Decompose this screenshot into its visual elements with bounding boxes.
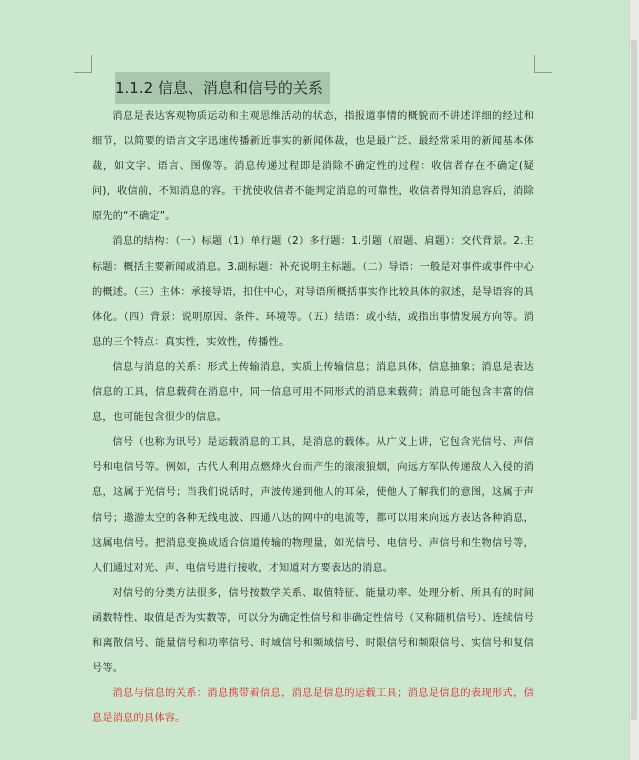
paragraph-message-structure[interactable]: 消息的结构：（一）标题（1）单行题（2）多行题：1.引题（眉题、肩题）：交代背景。2.主标题：概括主要新闻或消息。3.副标题：补充说明主标题。（二）导语：一般是对事件或事件中心的概述。（三）主体：承接导语，扣住中心，对导语所概括事实作比较具体的叙述，是导语容的具体化。（四）背景：说明原因、条件、环境等。（五）结语：或小结，或指出事情发展方向等。消息的三个特点：真实性，实效性，传播性。 <box>92 236 534 348</box>
vertical-scrollbar[interactable] <box>629 0 639 760</box>
document-body <box>92 104 534 731</box>
scrollbar-thumb[interactable] <box>631 40 637 720</box>
paragraph-signal-definition[interactable]: 信号（也称为讯号）是运载消息的工具，是消息的载体。从广义上讲，它包含光信号、声信号和电信号等。例如，古代人利用点燃烽火台而产生的滚滚狼烟，向远方军队传递敌人入侵的消息，这属于光信号；当我们说话时，声波传递到他人的耳朵，使他人了解我们的意图，这属于声信号；遨游太空的各种无线电波、四通八达的网中的电流等，都可以用来向远方表达各种消息，这属电信号。把消息变换成适合信道传输的物理量，如光信号、电信号、声信号和生物信号等，人们通过对光、声、电信号进行接收，才知道对方要表达的消息。 <box>92 437 534 574</box>
section-heading[interactable]: 1.1.2 信息、消息和信号的关系 <box>115 72 330 104</box>
margin-corner-top-left <box>74 55 92 73</box>
paragraph-signal-classification[interactable]: 对信号的分类方法很多，信号按数学关系、取值特征、能量功率、处理分析、所具有的时间函数特性、取值是否为实数等，可以分为确定性信号和非确定性信号（又称随机信号）、连续信号和离散信号、能量信号和功率信号、时域信号和频域信号、时限信号和频限信号、实信号和复信号等。 <box>92 587 534 675</box>
paragraph-message-definition[interactable]: 消息是表达客观物质运动和主观思维活动的状态，指报道事情的概貌而不讲述详细的经过和细节，以简要的语言文字迅速传播新近事实的新闻体裁，也是最广泛、最经常采用的新闻基本体裁，如文字、语言、图像等。消息传递过程即是消除不确定性的过程：收信者存在不确定(疑问)，收信前，不知消息的容。干扰使收信者不能判定消息的可靠性，收信者得知消息容后，消除原先的“不确定”。 <box>92 111 534 223</box>
paragraph-summary-highlight[interactable]: 消息与信息的关系：消息携带着信息，消息是信息的运载工具；消息是信息的表现形式，信息是消息的具体容。 <box>92 688 534 725</box>
paragraph-information-message-relation[interactable]: 信息与消息的关系：形式上传输消息，实质上传输信息；消息具体，信息抽象；消息是表达信息的工具，信息载荷在消息中，同一信息可用不同形式的消息来载荷；消息可能包含丰富的信息，也可能包含很少的信息。 <box>92 361 534 424</box>
margin-corner-top-right <box>534 55 552 73</box>
